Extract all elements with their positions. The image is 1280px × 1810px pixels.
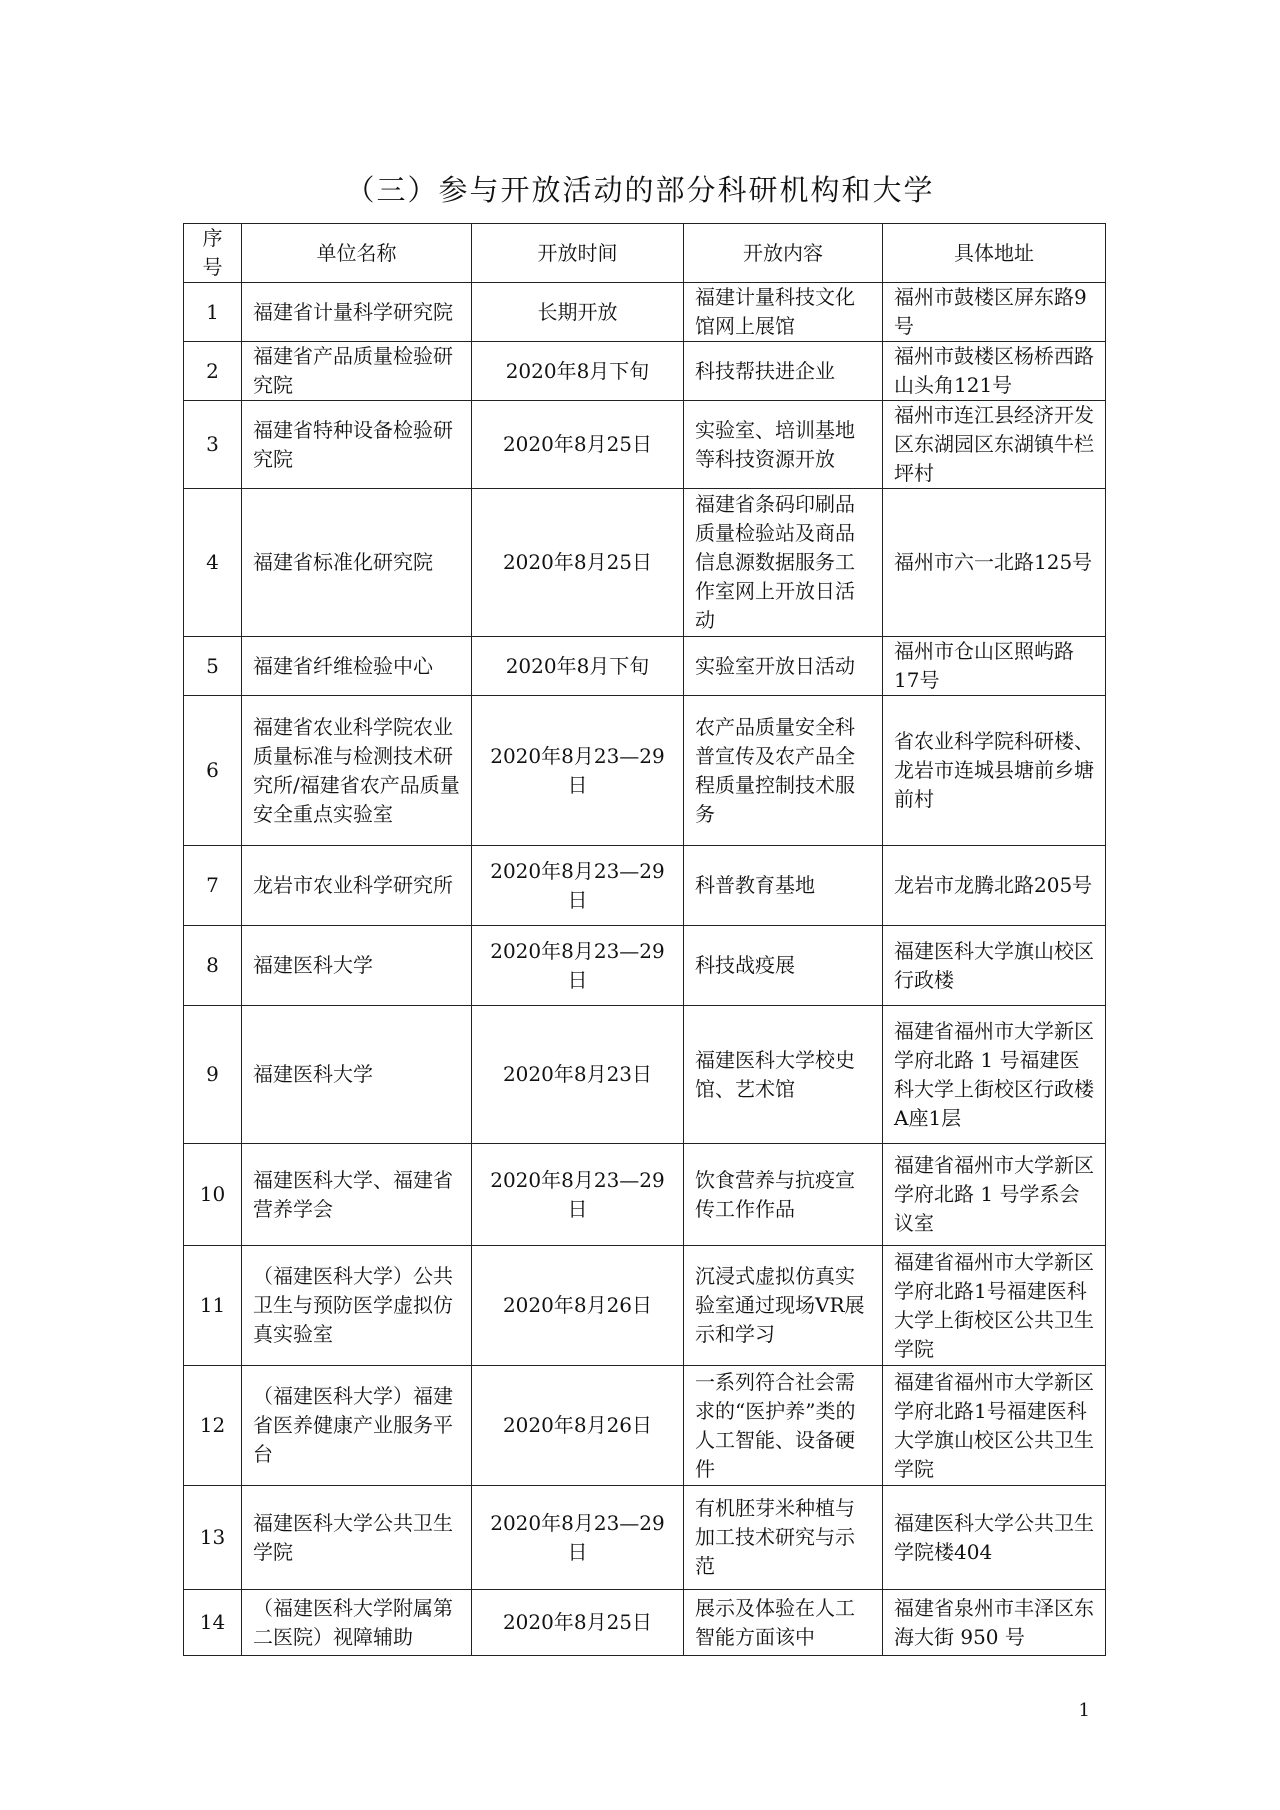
cell-name: 福建省计量科学研究院 xyxy=(242,283,472,342)
cell-address: 福州市仓山区照屿路17号 xyxy=(883,637,1106,696)
cell-address: 龙岩市龙腾北路205号 xyxy=(883,846,1106,926)
cell-name: （福建医科大学）福建省医养健康产业服务平台 xyxy=(242,1366,472,1486)
cell-content: 实验室开放日活动 xyxy=(684,637,883,696)
cell-index: 6 xyxy=(184,696,242,846)
cell-content: 一系列符合社会需求的“医护养”类的人工智能、设备硬件 xyxy=(684,1366,883,1486)
table-row xyxy=(184,696,1106,846)
cell-content: 沉浸式虚拟仿真实验室通过现场VR展示和学习 xyxy=(684,1246,883,1366)
cell-address: 福州市鼓楼区杨桥西路山头角121号 xyxy=(883,342,1106,401)
cell-time: 长期开放 xyxy=(472,283,684,342)
cell-index: 7 xyxy=(184,846,242,926)
cell-index: 11 xyxy=(184,1246,242,1366)
table-row xyxy=(184,489,1106,637)
header-index: 序号 xyxy=(184,224,242,283)
cell-time: 2020年8月下旬 xyxy=(472,342,684,401)
table-row xyxy=(184,926,1106,1006)
cell-index: 12 xyxy=(184,1366,242,1486)
cell-content: 展示及体验在人工智能方面该中 xyxy=(684,1590,883,1656)
cell-time: 2020年8月25日 xyxy=(472,401,684,489)
cell-time: 2020年8月下旬 xyxy=(472,637,684,696)
table-row xyxy=(184,1590,1106,1656)
cell-time: 2020年8月23日 xyxy=(472,1006,684,1144)
cell-name: 福建省纤维检验中心 xyxy=(242,637,472,696)
cell-name: 福建医科大学 xyxy=(242,926,472,1006)
cell-name: 福建省农业科学院农业质量标准与检测技术研究所/福建省农产品质量安全重点实验室 xyxy=(242,696,472,846)
institutions-table xyxy=(183,223,1106,1656)
table-row xyxy=(184,637,1106,696)
cell-content: 有机胚芽米种植与加工技术研究与示范 xyxy=(684,1486,883,1590)
cell-name: 福建省特种设备检验研究院 xyxy=(242,401,472,489)
cell-address: 福建医科大学旗山校区行政楼 xyxy=(883,926,1106,1006)
table-row xyxy=(184,1006,1106,1144)
table-header-row xyxy=(184,224,1106,283)
cell-index: 8 xyxy=(184,926,242,1006)
cell-content: 农产品质量安全科普宣传及农产品全程质量控制技术服务 xyxy=(684,696,883,846)
cell-address: 福建省福州市大学新区学府北路 1 号学系会议室 xyxy=(883,1144,1106,1246)
header-content: 开放内容 xyxy=(684,224,883,283)
cell-address: 福建医科大学公共卫生学院楼404 xyxy=(883,1486,1106,1590)
cell-address: 福建省福州市大学新区学府北路1号福建医科大学旗山校区公共卫生学院 xyxy=(883,1366,1106,1486)
cell-address: 福建省泉州市丰泽区东海大街 950 号 xyxy=(883,1590,1106,1656)
cell-time: 2020年8月25日 xyxy=(472,1590,684,1656)
cell-content: 科技战疫展 xyxy=(684,926,883,1006)
cell-name: （福建医科大学附属第二医院）视障辅助 xyxy=(242,1590,472,1656)
cell-time: 2020年8月23—29日 xyxy=(472,696,684,846)
cell-name: 龙岩市农业科学研究所 xyxy=(242,846,472,926)
cell-address: 福州市鼓楼区屏东路9号 xyxy=(883,283,1106,342)
cell-address: 省农业科学院科研楼、龙岩市连城县塘前乡塘前村 xyxy=(883,696,1106,846)
cell-content: 福建医科大学校史馆、艺术馆 xyxy=(684,1006,883,1144)
cell-time: 2020年8月23—29日 xyxy=(472,846,684,926)
cell-name: 福建省标准化研究院 xyxy=(242,489,472,637)
cell-name: 福建医科大学 xyxy=(242,1006,472,1144)
cell-time: 2020年8月23—29日 xyxy=(472,1486,684,1590)
cell-name: 福建省产品质量检验研究院 xyxy=(242,342,472,401)
cell-content: 实验室、培训基地等科技资源开放 xyxy=(684,401,883,489)
cell-content: 科普教育基地 xyxy=(684,846,883,926)
table-row xyxy=(184,1366,1106,1486)
table-row xyxy=(184,401,1106,489)
cell-name: 福建医科大学公共卫生学院 xyxy=(242,1486,472,1590)
page-title: （三）参与开放活动的部分科研机构和大学 xyxy=(345,173,935,207)
cell-address: 福建省福州市大学新区学府北路 1 号福建医科大学上街校区行政楼A座1层 xyxy=(883,1006,1106,1144)
cell-index: 13 xyxy=(184,1486,242,1590)
cell-index: 1 xyxy=(184,283,242,342)
table-row xyxy=(184,1486,1106,1590)
table-row xyxy=(184,283,1106,342)
cell-address: 福州市六一北路125号 xyxy=(883,489,1106,637)
cell-content: 福建计量科技文化馆网上展馆 xyxy=(684,283,883,342)
cell-time: 2020年8月25日 xyxy=(472,489,684,637)
cell-time: 2020年8月23—29日 xyxy=(472,1144,684,1246)
cell-index: 10 xyxy=(184,1144,242,1246)
cell-index: 14 xyxy=(184,1590,242,1656)
table-row xyxy=(184,1246,1106,1366)
header-name: 单位名称 xyxy=(242,224,472,283)
cell-address: 福州市连江县经济开发区东湖园区东湖镇牛栏坪村 xyxy=(883,401,1106,489)
cell-index: 9 xyxy=(184,1006,242,1144)
table-row xyxy=(184,846,1106,926)
table-row xyxy=(184,342,1106,401)
cell-time: 2020年8月26日 xyxy=(472,1366,684,1486)
header-time: 开放时间 xyxy=(472,224,684,283)
cell-name: （福建医科大学）公共卫生与预防医学虚拟仿真实验室 xyxy=(242,1246,472,1366)
cell-content: 福建省条码印刷品质量检验站及商品信息源数据服务工作室网上开放日活动 xyxy=(684,489,883,637)
cell-index: 2 xyxy=(184,342,242,401)
page-number: 1 xyxy=(1078,1700,1090,1721)
cell-content: 科技帮扶进企业 xyxy=(684,342,883,401)
cell-time: 2020年8月23—29日 xyxy=(472,926,684,1006)
cell-name: 福建医科大学、福建省营养学会 xyxy=(242,1144,472,1246)
cell-time: 2020年8月26日 xyxy=(472,1246,684,1366)
cell-address: 福建省福州市大学新区学府北路1号福建医科大学上街校区公共卫生学院 xyxy=(883,1246,1106,1366)
cell-index: 5 xyxy=(184,637,242,696)
header-address: 具体地址 xyxy=(883,224,1106,283)
cell-content: 饮食营养与抗疫宣传工作作品 xyxy=(684,1144,883,1246)
cell-index: 4 xyxy=(184,489,242,637)
cell-index: 3 xyxy=(184,401,242,489)
table-row xyxy=(184,1144,1106,1246)
